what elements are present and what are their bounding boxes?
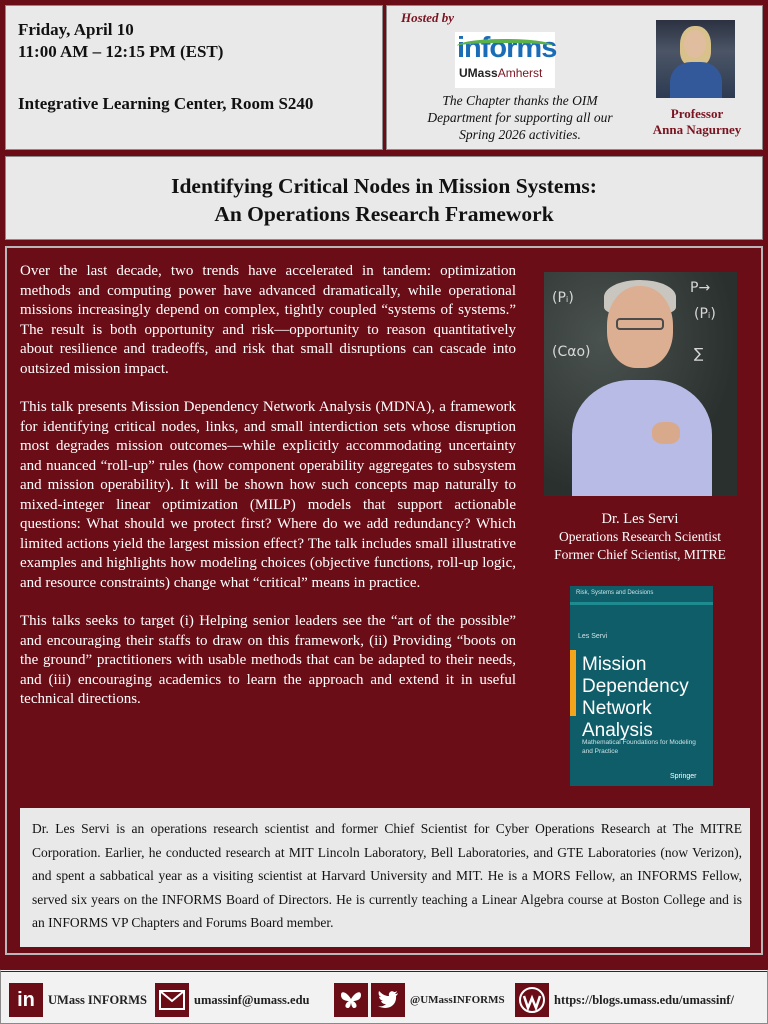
professor-photo xyxy=(656,20,735,98)
email-link[interactable] xyxy=(155,983,309,1017)
event-time: 11:00 AM – 12:15 PM (EST) xyxy=(18,42,224,61)
speaker-photo: (Pᵢ) P→ (Pᵢ) (Cαo) ∑ xyxy=(544,272,737,496)
hosted-by-label: Hosted by xyxy=(401,10,455,25)
twitter-icon xyxy=(371,983,405,1017)
oim-thanks-text: The Chapter thanks the OIM Department for supporting all our Spring 2026 activities. xyxy=(427,93,613,142)
email-label: umassinf@umass.edu xyxy=(194,992,310,1007)
speaker-bio: Dr. Les Servi is an operations research scientist and former Chief Scientist for Cyber Operations Research at The MITRE Corporation. Earlier, he conducted research at MIT Lincoln Laboratory, Bell Laboratories, and GTE Laboratories (now Verizon), and spent a sabbatical year as a visiting scientist at Harvard University and MIT. He is a MORS Fellow, an INFORMS Fellow, served six years on the INFORMS Board of Directors. He is currently teaching a Linear Algebra course at Boston College and is an INFORMS VP Chapters and Forums Board member. xyxy=(20,808,750,947)
linkedin-icon: in xyxy=(9,983,43,1017)
blog-url: https://blogs.umass.edu/umassinf/ xyxy=(554,992,734,1007)
book-publisher: Springer xyxy=(670,773,697,780)
book-subtitle: Mathematical Foundations for Modeling and Practice xyxy=(582,739,696,755)
book-title: Mission Dependency Network Analysis xyxy=(582,654,689,741)
main-content xyxy=(5,246,763,955)
footer-bar xyxy=(0,969,768,1024)
talk-title-line2: An Operations Research Framework xyxy=(214,202,554,226)
speaker-role: Operations Research Scientist xyxy=(559,529,721,544)
bluesky-link[interactable] xyxy=(334,983,368,1017)
abstract-paragraph: Over the last decade, two trends have accelerated in tandem: optimization methods and computing power have advanced dramatically, while operational missions increasingly depend on complex, tightly coupled “systems of systems.” The result is both opportunity and risk—opportunity to reason quantitatively about resilience and tradeoffs, and risk that small disruptions can cascade into outsized mission impact. xyxy=(20,263,516,377)
book-author: Les Servi xyxy=(578,633,608,640)
abstract-paragraph: This talk presents Mission Dependency Network Analysis (MDNA), a framework for identifying critical nodes, links, and small interdiction sets whose disruption most degrades mission outcomes—while explicitly accommodating uncertainty and nuanced “roll-up” rules (how component operability aggregates to subsystem and mission operability). It will be shown how such concepts map naturally to mixed-integer linear optimization (MILP) models that support actionable questions: What should we protect first? Where do we add redundancy? Which limited actions yield the largest mission effect? The talk includes small illustrative examples and highlights how modeling choices (objective functions, roll-up logic, and resource constraints) change what “critical” means in practice. xyxy=(20,399,516,591)
book-series: Risk, Systems and Decisions xyxy=(576,590,654,596)
talk-title-panel xyxy=(5,156,763,240)
speaker-name: Dr. Les Servi xyxy=(601,511,679,527)
book-cover xyxy=(570,586,713,786)
email-icon xyxy=(155,983,189,1017)
speaker-former-role: Former Chief Scientist, MITRE xyxy=(554,547,726,562)
talk-title-line1: Identifying Critical Nodes in Mission Systems: xyxy=(171,174,597,198)
twitter-link[interactable] xyxy=(371,983,505,1017)
talk-abstract xyxy=(20,262,516,729)
event-date: Friday, April 10 xyxy=(18,20,134,39)
event-info-panel xyxy=(5,5,383,150)
linkedin-link[interactable] xyxy=(9,983,147,1017)
host-panel xyxy=(386,5,763,150)
butterfly-icon xyxy=(334,983,368,1017)
social-handle: @UMassINFORMS xyxy=(410,994,505,1006)
speaker-caption xyxy=(520,510,760,564)
wordpress-icon xyxy=(515,983,549,1017)
professor-name: Anna Nagurney xyxy=(652,122,742,137)
professor-caption xyxy=(637,106,757,138)
professor-title: Professor xyxy=(670,106,724,121)
event-location: Integrative Learning Center, Room S240 xyxy=(18,94,314,113)
blog-link[interactable] xyxy=(515,983,734,1017)
informs-umass-logo: informs UMassAmherst xyxy=(455,32,555,88)
linkedin-label: UMass INFORMS xyxy=(48,992,147,1007)
abstract-paragraph: This talks seeks to target (i) Helping senior leaders see the “art of the possible” and encouraging their staffs to draw on this framework, (ii) Providing “boots on the ground” practitioners with usable methods that can be adapted to their needs, and (iii) encouraging academics to learn the approach and extend it in useful technical directions. xyxy=(20,613,516,707)
